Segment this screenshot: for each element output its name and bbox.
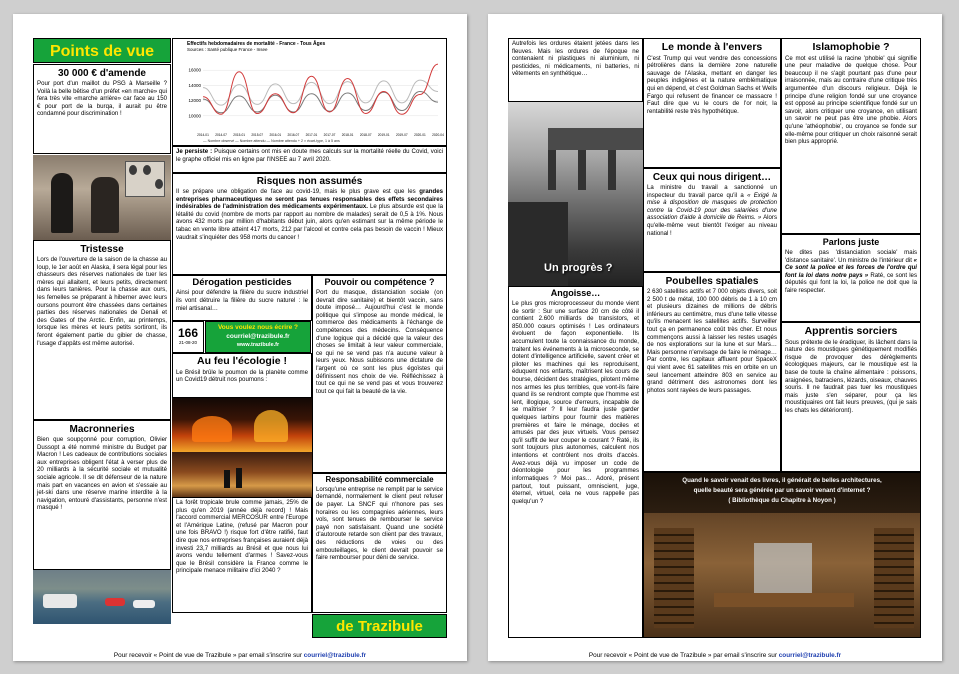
risques-body-bold: grandes entreprises pharmaceutiques ne seront pas tenues responsables des effets secondaires indésirables de l'administration des médicaments expérimentaux. [176, 188, 443, 211]
article-title: Macronneries [69, 424, 135, 435]
x-tick-label: 2019-07 [395, 133, 408, 137]
x-tick-label: 2015-01 [233, 133, 246, 137]
email-box [205, 321, 311, 353]
article-title: Islamophobie ? [812, 41, 890, 53]
photo-polluted-river [508, 102, 643, 286]
article-dirigent [643, 168, 781, 272]
x-tick-label: 2017-01 [305, 133, 318, 137]
persiste-body: Puisque certains ont mis en doute mes calculs sur la mortalité réelle du Covid, voici le graphe officiel mis en ligne par l'INSEE au 7 avril 2020. [176, 148, 443, 163]
risques-body1: Il se prépare une obligation de face au covid-19, mais le plus grave est que les [176, 188, 416, 195]
right-page [488, 14, 942, 661]
article-title: Le monde à l'envers [661, 41, 763, 53]
y-tick-label: 14000 [188, 82, 201, 88]
ecologie-body1: Le Brésil brûle le poumon de la planète comme un Covid19 détruit nos poumons : [176, 368, 308, 384]
article-ordures [508, 38, 643, 102]
footer-email-link[interactable]: courriel@trazibule.fr [303, 652, 367, 659]
x-tick-label: 2020-04 [432, 133, 444, 137]
ecologie-body2: La forêt tropicale brule comme jamais, 25% de plus qu'en 2019 (année déjà record) ! Mais l'accord commercial MERCOSUR entre l'Europe et l'Amérique Latine, (refusé par Macron pour une fois BRAVO !) risque fort d'être ratifié, faut dire que nos entreprises françaises auraient déjà investi 23,7 milliards au Brésil et que nous lui avons vendu tellement d'armes ! Savez-vous que le Brésil considère la France comme le principale menace militaire d'ici 2040 ? [176, 499, 308, 575]
article-ecologie [172, 353, 312, 398]
article-title: Apprentis sorciers [804, 325, 898, 337]
series-line [203, 64, 438, 114]
chart-subtitle: Sources : Santé publique France - Insee [187, 47, 268, 52]
article-body: Lorsqu'une entreprise ne remplit par le service demandé, normalement le client peut refuser de payer. La SNCF qui n'honore pas ses horaires ou les compagnies aériennes, leurs vols, sont tenues de rembourser le service payé non satisfaisant. Quand une société d'autoroute retarde son client par des travaux, des réductions de voies ou des embouteillages, le client devrait pouvoir se faire rembourser pour déni de service. [316, 485, 443, 562]
footer-text: Pour recevoir « Point de vue de Trazibule » par email s'inscrire sur [588, 652, 777, 659]
article-body: Pour port d'un maillot du PSG à Marseille ? Voilà la belle bêtise d'un préfet «en marche» qui fera très vite «marche arrière» car face au 150 € pour port de la burqa, il aurait pu être condamné pour discrimination ! [37, 80, 167, 118]
article-title: Angoisse… [550, 288, 601, 298]
article-poubelles [643, 272, 781, 472]
footer [13, 652, 467, 659]
article-body: Bien que soupçonné pour corruption, Olivier Dussopt a été nommé ministre du Budget par Macron ! Les cadeaux de contributions sociales aux entreprises obligent l'état à verser plus de 20 milliards à la sécurité sociale et mutualité sociale agricole. Il se dit défenseur de la nature mais part en vacances en avion et s'essaie au jet-ski dans une réserve marine interdite à la navigation, entouré d'assistants, personne n'est masqué ! [37, 436, 167, 512]
footer [488, 652, 942, 659]
email-prompt: Vous voulez nous écrire ? [217, 324, 299, 331]
masthead-title: Points de vue [33, 38, 171, 63]
footer-text: Pour recevoir « Point de vue de Trazibule » par email s'inscrire sur [113, 652, 302, 659]
x-tick-label: 2020-01 [414, 133, 426, 137]
dirigent-body2: Alors qu'elle-même veut bientôt l'exiger au niveau national ! [647, 214, 777, 237]
photo-women-street [33, 155, 171, 240]
article-title: Ceux qui nous dirigent… [652, 172, 772, 183]
x-tick-label: 2014-01 [197, 133, 209, 137]
article-monde [643, 38, 781, 168]
y-tick-label: 10000 [188, 113, 201, 119]
y-tick-label: 16000 [188, 67, 201, 73]
left-page [13, 14, 467, 661]
article-ecologie-cont [172, 497, 312, 613]
mortality-chart [172, 38, 447, 146]
article-persiste [172, 146, 447, 173]
x-tick-label: 2018-01 [341, 133, 354, 137]
article-body: Ainsi pour défendre la filière du sucre industriel ils vont détruire la filière du sucre naturel : le miel artisanal… [176, 289, 308, 312]
article-title: Au feu l'écologie ! [196, 355, 287, 367]
article-apprentis [781, 322, 921, 472]
photo-fire-river [172, 452, 312, 497]
x-tick-label: 2018-07 [359, 133, 372, 137]
article-body: Autrefois les ordures étaient jetées dans les fleuves. Mais les ordures de l'époque ne contenaient ni plastiques ni aluminium, ni pesticides, ni médicaments, ni batteries, ni vêtements en synthétique… [512, 40, 639, 78]
parlons-body2: Raté, ce sont les députés qui font la loi, la police ne doit que la faire respecter. [785, 271, 917, 294]
article-tristesse [33, 240, 171, 420]
article-title: Pouvoir ou compétence ? [324, 277, 435, 287]
article-body: Sous prétexte de le éradiquer, ils lâchent dans la nature des moustiques génétiquement modifiés risque de provoquer des dérèglements écologiques majeurs, car le moustique est la base de toute la chaîne alimentaire : poissons, araignées, batraciens, lézards, oiseaux, chauves souris. Il ne faudrait pas tuer les moustiques mais juste s'en séparer, pour ça les moustiquaires ont fait leurs preuves, (qui je sais les chats les détérioront). [785, 338, 917, 415]
dirigent-body1: La ministre du travail a sanctionné un inspecteur du travail parce qu'il a [647, 184, 777, 199]
article-parlons [781, 234, 921, 322]
article-title: 30 000 € d'amende [58, 68, 146, 79]
chart-legend: — Nombre observé — Nombre attendu — Nombre attendu + 2 × écart-type, 1 à 5 ans [203, 139, 340, 143]
article-islamophobie [781, 38, 921, 234]
dirigent-quote: « Exigé la mise à disposition de masques de protection contre la Covid-19 pour des salariées d'une association d'aide à domicile de Reims. » [647, 191, 777, 222]
article-title: Parlons juste [822, 237, 880, 247]
x-tick-label: 2016-07 [287, 133, 300, 137]
persiste-lead: Je persiste : [176, 148, 213, 155]
article-body: Ce mot est utilisé la racine 'phobie' qui signifie une peur maladive de quelque chose. Pour beaucoup il ne s'agit pourtant pas d'une peur irraisonnée, mais au contraire d'une critique très argumentée d'un discours religieux. Déjà le principe d'une religion fondé sur une croyance est opposé au principe scientifique fondé sur un savoir, alors critiquer une croyance, en utilisant un savoir ne peut pas être une phobie. Alors qu'une 'athéophobie', ou croyance se fonde sur elle-même pour critiquer un choix raisonné serait bien plus approprié. [785, 54, 917, 146]
library-caption-1: Quand le savoir venait des livres, il générait de belles architectures, [682, 477, 882, 484]
issue-number: 166 [177, 326, 199, 340]
photo-library [643, 472, 921, 638]
article-macronneries [33, 420, 171, 570]
article-risques [172, 173, 447, 275]
parlons-body1: Ne dites pas 'distanciation sociale' mais 'distance sanitaire'. Un ministre de l'intérieur dit [785, 248, 917, 264]
y-tick-label: 12000 [188, 98, 201, 104]
article-title: Tristesse [80, 244, 124, 255]
chart-plot [173, 39, 446, 145]
article-body: 2 630 satellites actifs et 7 000 objets divers, soit 2 500 t de métal, 100 000 débris de 1 à 10 cm et plusieurs dizaines de millions de débris inférieurs au centimètre, mus d'une telle vitesse qu'ils menacent les satellites actifs. Surveiller tout ça en permanence coût très cher. Et nous commençons aussi à laisser les restes usagés de nos explorations sur la lune et sur Mars… Mais personne n'envisage de faire le ménage… Par contre, les capitaux affluent pour SpaceX qui vient avec 61 satellites mis en orbite en un seul lancement atteindre 803 en service au grand détriment des astronomes dont les photos sont rayées de leurs passages. [647, 288, 777, 394]
x-tick-label: 2014-07 [215, 133, 227, 137]
footer-email-link[interactable]: courriel@trazibule.fr [778, 652, 842, 659]
issue-date: 21-08-20 [178, 340, 197, 345]
x-tick-label: 2019-01 [377, 133, 390, 137]
article-body: Lors de l'ouverture de la saison de la chasse au loup, le 1er août en Alaska, il sera légal pour les chasseurs des réserves nationales de tuer les mères qui allaitent, et leurs petits, directement dans leurs tanières. Pour la chasse aux ours, les femelles se préparant à hiberner avec leurs oursons pourront être chassées dans certaines parties des réserves nationales de Denali et des Gates of the Arctic. Enfin, au printemps, lorsque les mères et leurs petits sortiront, ils feront également partie du gibier de chasse, l'usage d'appâts est même autorisé. [37, 256, 167, 347]
article-title: Poubelles spatiales [665, 276, 759, 287]
article-pouvoir [312, 275, 447, 473]
article-body: Le plus gros microprocesseur du monde vient de sortir : Sur une surface 20 cm de côté il contient 2.600 milliards de transistors, et 850.000 cœurs optimisés ! Les ordinateurs évoluent de façon exponentielle. Ils accumulent toute la connaissance du monde, traitent les événements à la microseconde, se dotent d'intelligence artificielle, savent créer et piloter les machines qui les reproduisent, éduquent nos enfants, maîtrisent les cours de bourse, décident des stratégies, pilotent même nos armes les plus terribles, que vont-ils faire quand ils se rendront compte que l'homme est lent, illogique, source d'erreurs, incapable de se maîtriser ? Il leur faudra juste garder quelques larbins pour fournir des matières premières et faire le ménage, dociles et amusés par des jeux virtuels. Vous pensez qu'il suffit de leur couper le courant ? Raté, ils sont toujours plus autonomes, calculent nos intentions et contrôlent nos droits d'accès. Avez-vous déjà vu imposer un code de déontologie pour les programmes informatiques ? Moi pas… Adoré, présent partout, tout puissant, omniscient, juge, éternel, virtuel, cela ne vous rappelle pas quelqu'un ? [512, 299, 639, 505]
photo-caption: Un progrès ? [544, 262, 613, 274]
x-tick-label: 2017-07 [323, 133, 336, 137]
issue-box [172, 321, 204, 353]
article-body: C'est Trump qui veut vendre des concessions pétrolières dans la dernière zone naturelle sauvage de l'Alaska, mettant en danger les peuples indigènes et la nature emblématique qui en dépend, et c'est Goldman Sachs et Wells Fargo qui refusent de financer ce massacre ! Faut dire que vu le cours de l'or noir, la rentabilité reste très hypothétique. [647, 54, 777, 115]
email-link[interactable]: courriel@trazibule.fr [226, 333, 290, 340]
photo-jetski [33, 570, 171, 624]
article-body: Port du masque, distanciation sociale (on devrait dire sanitaire) et bientôt vaccin, sans doute imposé… Aujourd'hui c'est le monde politique qui s'impose au monde médical, le commerce des médicaments à l'échange de compétences des médecins. Conséquence d'une logique qui a décidé que la valeur des choses se limitait à leur valeur commerciale, ce qui ne se vend pas n'a aucune valeur à leurs yeux. Nous subissons une dictature de l'argent où ce sont les plus égoïstes qui définissent nos choix de vie. Réfléchissez à tout ce qui ne se vend pas et vous trouverez tout ce qui fait la beauté de la vie. [316, 288, 443, 395]
risques-body2: Le plus absurde est que la létalité du covid (nombre de morts par rapport au nombre de malades) serait de 0,5 à 1%. Nous avons 432 morts par million d'habitants début juin, alors qu'en estimant sur la même période le tabac en vente libre atteint 417 morts, 212 par l'alcool et contre cela pas besoin de vaccin ! Mieux vaudrait s'inquiéter des 958 morts du cancer ! [176, 203, 444, 241]
article-derogation [172, 275, 312, 321]
article-responsabilite [312, 473, 447, 613]
photo-forest-fire [172, 398, 312, 452]
article-title: Risques non assumés [256, 176, 363, 187]
parlons-quote: « Ce sont la police et les forces de l'ordre qui font la loi dans notre pays » [785, 256, 917, 279]
library-caption-3: ( Bibliothèque du Chapitre à Noyon ) [728, 497, 836, 504]
masthead-bottom: de Trazibule [312, 614, 447, 638]
x-tick-label: 2016-01 [269, 133, 282, 137]
article-angoisse [508, 286, 643, 638]
library-caption-2: quelle beauté sera générée par un savoir venant d'internet ? [693, 487, 871, 494]
article-title: Responsabilité commerciale [325, 475, 434, 484]
article-title: Dérogation pesticides [192, 277, 292, 288]
x-tick-label: 2015-07 [251, 133, 264, 137]
chart-title: Effectifs hebdomadaires de mortalité - France - Tous Âges [187, 41, 326, 47]
website-link[interactable]: www.trazibule.fr [236, 342, 280, 348]
article-amende [33, 64, 171, 154]
